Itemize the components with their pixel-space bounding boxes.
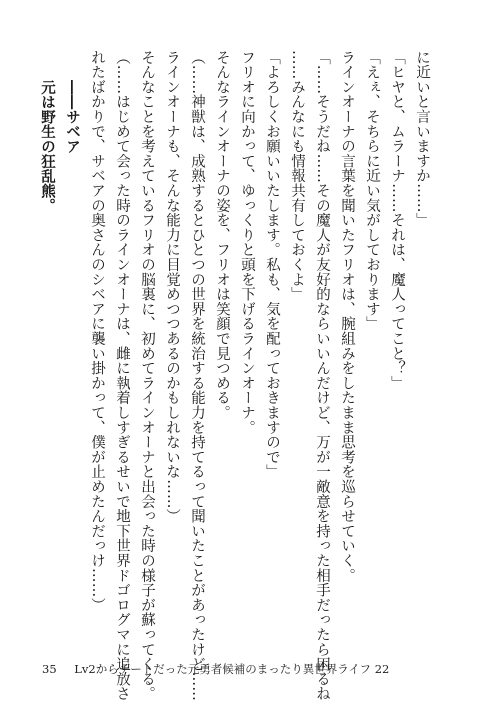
text-line-6: ……みんなにも情報共有しておくよ」 bbox=[289, 50, 305, 302]
character-name: ――サベア bbox=[64, 80, 81, 154]
text-line-12: そんなことを考えているフリオの脳裏に、初めてラインオーナと出会った時の様子が蘇ってくる。 bbox=[139, 50, 155, 702]
text-line-1: に近いと言いますか……」 bbox=[414, 50, 430, 228]
page-footer bbox=[42, 661, 389, 677]
text-line-10: （……神獣は、成熟するとひとつの世界を統治する能力を持てるって聞いたことがあったけど…… bbox=[189, 50, 205, 702]
text-line-8: フリオに向かって、ゆっくりと頭を下げるラインオーナ。 bbox=[239, 50, 255, 435]
book-title: Lv2からチートだった元勇者候補のまったり異世界ライフ 22 bbox=[74, 662, 390, 676]
text-line-5: 「……そうだね……その魔人が友好的ならいいんだけど、万が一敵意を持った相手だったら困るね bbox=[314, 50, 330, 702]
text-line-11: ラインオーナも、そんな能力に目覚めつつあるのかもしれないな……） bbox=[164, 50, 180, 524]
character-description: 元は野生の狂乱熊。 bbox=[39, 80, 56, 214]
text-line-4: ラインオーナの言葉を聞いたフリオは、腕組みをしたまま思考を巡らせていく。 bbox=[339, 50, 355, 583]
text-line-2: 「ヒヤと、ムラーナ……それは、魔人ってこと？」 bbox=[389, 50, 405, 391]
text-line-3: 「えぇ、そちらに近い気がしております」 bbox=[364, 50, 380, 332]
text-line-9: そんなラインオーナの姿を、フリオは笑顔で見つめる。 bbox=[214, 50, 230, 420]
text-line-7: 「よろしくお願いいたします。私も、気を配っておきますので」 bbox=[264, 50, 280, 480]
text-line-13: （……はじめて会った時のラインオーナは、雌に執着しすぎるせいで地下世界ドゴログマに追放さ bbox=[114, 50, 130, 702]
text-line-14: れたばかりで、サベアの奥さんのシベアに襲い掛かって、僕が止めたんだっけ……） bbox=[89, 50, 105, 613]
page-number: 35 bbox=[42, 662, 57, 676]
